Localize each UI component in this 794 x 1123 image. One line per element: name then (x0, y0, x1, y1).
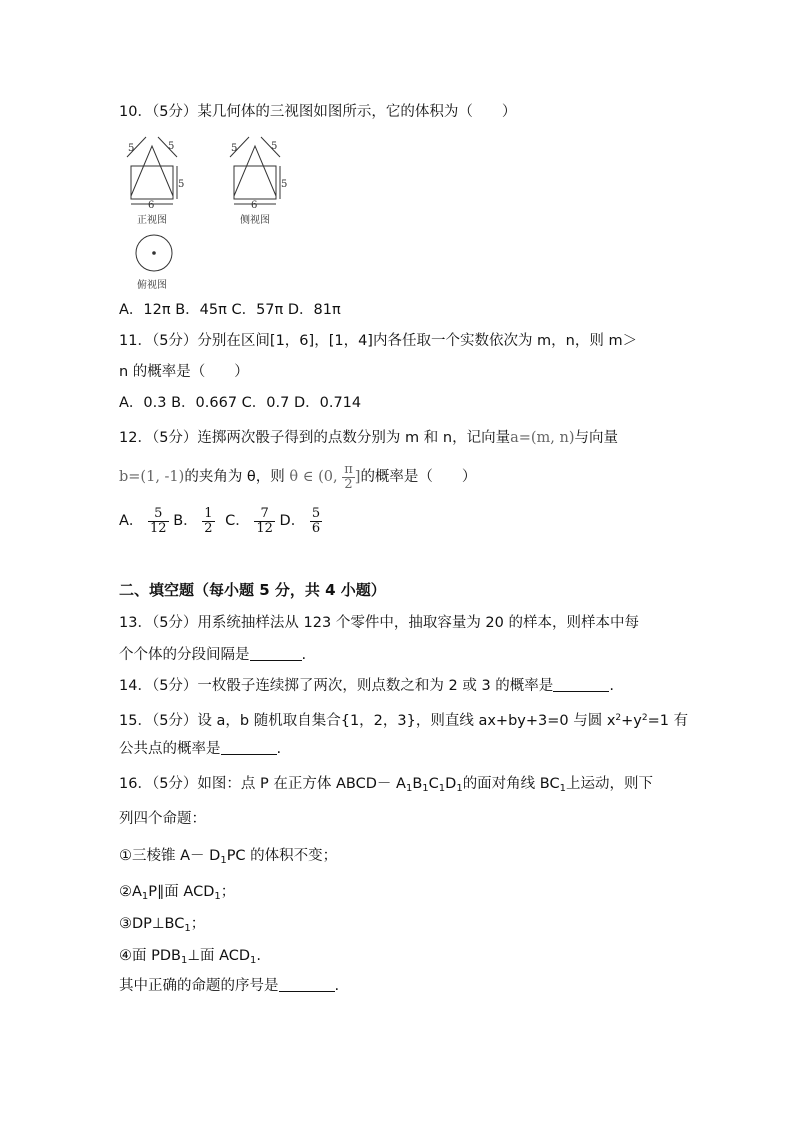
q12-mid: 的夹角为 θ，则 (184, 469, 285, 485)
top-view-label: 俯视图 (137, 280, 167, 291)
side-view-label: 侧视图 (240, 215, 270, 226)
q12-line1-post: 与向量 (574, 430, 618, 446)
q16-period: . (334, 978, 340, 994)
sub-p4-d1: 1 (250, 955, 257, 966)
sub-p2-d1: 1 (214, 891, 221, 902)
q13-line2-text: 个个体的分段间隔是 (119, 647, 250, 663)
front-width: 6 (148, 200, 155, 211)
proposition-2 (119, 882, 235, 907)
q12-options (119, 504, 322, 538)
top-view-center-dot (152, 251, 156, 255)
sub-bc1: 1 (559, 783, 566, 794)
sub-p2-a1: 1 (141, 891, 149, 902)
q15-line2 (119, 739, 281, 759)
sup-2-a: 2 (615, 713, 622, 723)
proposition-4 (119, 946, 261, 971)
q16-line1-end: 上运动，则下 (566, 776, 653, 792)
sub-c1: 1 (438, 783, 446, 794)
q10-three-view-figure (119, 134, 319, 294)
front-slant-right: 5 (168, 141, 175, 152)
answer-blank-14[interactable] (553, 676, 609, 692)
q16-line2: 列四个命题： (119, 811, 206, 827)
p4-period: . (256, 948, 262, 964)
p3-semicolon: ； (190, 916, 206, 932)
q10-stem: 10．（5分）某几何体的三视图如图所示，它的体积为（ ） (119, 104, 517, 120)
q10-options: A．12π B．45π C．57π D．81π (119, 302, 341, 318)
q15-line1-post: =1 有 (647, 713, 689, 729)
sub-b1: 1 (422, 783, 429, 794)
front-slant-left: 5 (128, 143, 135, 154)
answer-blank-15[interactable] (221, 739, 277, 755)
p3-pre: ③DP⊥BC (119, 916, 185, 932)
theta-range-close: ] (354, 469, 361, 485)
q15-line1 (119, 708, 688, 731)
side-height: 5 (281, 179, 288, 190)
q16-line1: 16．（5分）如图：点 P 在正方体 ABCD－ $A_1B_1C_1D_1$的面对角线 $BC_1$上运动，则下 (119, 776, 653, 794)
front-height: 5 (178, 179, 185, 190)
sub-p4-b1: 1 (180, 955, 188, 966)
sup-2-b: 2 (641, 713, 648, 723)
section-heading: 二、填空题（每小题 5 分，共 4 小题） (119, 581, 386, 599)
q15-period: . (276, 741, 282, 757)
option-a-fraction: $\frac{5}{12}$ (150, 505, 167, 536)
q16-line1-post: 的面对角线 BC (462, 776, 560, 792)
q11-options: A．0.3 B．0.667 C．0.7 D．0.714 (119, 395, 362, 411)
vector-b: b=(1, -1) (119, 469, 185, 485)
q16-line1-pre: 16．（5分）如图：点 P 在正方体 ABCD－ A (119, 776, 406, 792)
vector-a: a=(m, n) (510, 430, 575, 446)
option-c-fraction: $\frac{7}{12}$ (256, 505, 273, 536)
q16-tail-text: 其中正确的命题的序号是 (119, 978, 279, 994)
option-c-label: C． (225, 513, 250, 529)
option-b-label: B． (173, 513, 198, 529)
sub-a1: 1 (405, 783, 413, 794)
q15-line1-pre: 15．（5分）设 a，b 随机取自集合{1，2，3}，则直线 ax+by+3=0 与圆 x (119, 713, 616, 729)
q13-line2 (119, 645, 306, 665)
q14-text: 14．（5分）一枚骰子连续掷了两次，则点数之和为 2 或 3 的概率是 (119, 678, 554, 694)
p1-post: PC 的体积不变； (226, 848, 338, 864)
front-view-label: 正视图 (137, 215, 167, 226)
q12-line1-text: 12．（5分）连掷两次骰子得到的点数分别为 m 和 n，记向量 (119, 430, 511, 446)
p2-semicolon: ； (220, 884, 236, 900)
q13-period: . (301, 647, 307, 663)
sub-p3-c1: 1 (184, 923, 191, 934)
p4-pre: ④面 PDB (119, 948, 181, 964)
p4-post: ⊥面 ACD (187, 948, 251, 964)
side-slant-left: 5 (231, 143, 238, 154)
q16-tail (119, 976, 339, 996)
option-d-label: D． (279, 513, 306, 529)
q15-line2-text: 公共点的概率是 (119, 741, 221, 757)
p2-pre: ②A (119, 884, 142, 900)
q12-line2-post: 的概率是（ ） (360, 469, 477, 485)
q14-line (119, 676, 614, 696)
q11-line2: n 的概率是（ ） (119, 364, 249, 380)
q11-line1: 11．（5分）分别在区间[1，6]，[1，4]内各任取一个实数依次为 m，n，则 m＞ (119, 333, 638, 349)
sub-p1-d1: 1 (220, 855, 227, 866)
answer-blank-13[interactable] (250, 645, 302, 661)
sub-d1: 1 (456, 783, 463, 794)
theta-range-open: θ ∈ (0, (289, 469, 338, 485)
q15-line1-mid: +y (621, 713, 642, 729)
p1-pre: ①三棱锥 A－ D (119, 848, 221, 864)
side-slant-right: 5 (271, 141, 278, 152)
proposition-1 (119, 846, 337, 871)
p2-post: P∥面 ACD (148, 884, 215, 900)
q14-period: . (609, 678, 614, 694)
option-d-fraction: $\frac{5}{6}$ (311, 505, 321, 536)
proposition-3 (119, 914, 205, 939)
q12-line2 (119, 462, 476, 492)
option-a-label: A． (119, 513, 144, 529)
answer-blank-16[interactable] (279, 976, 335, 992)
option-b-fraction: $\frac{1}{2}$ (204, 505, 213, 536)
q13-line1: 13．（5分）用系统抽样法从 123 个零件中，抽取容量为 20 的样本，则样本中每 (119, 615, 639, 631)
q12-line1 (119, 428, 618, 448)
side-width: 6 (251, 200, 258, 211)
pi-over-two: $\frac{\pi}{2}$ (344, 461, 353, 492)
